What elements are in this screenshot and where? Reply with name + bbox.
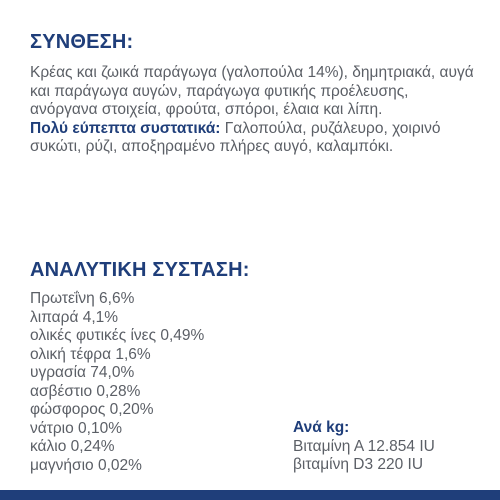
composition-heading: ΣΥΝΘΕΣΗ: — [30, 31, 134, 53]
highly-digestible-label: Πολύ εύπεπτα συστατικά: — [30, 119, 221, 137]
analytical-composition-heading: ΑΝΑΛΥΤΙΚΗ ΣΥΣΤΑΣΗ: — [30, 259, 250, 281]
nutrient-fiber: ολικές φυτικές ίνες 0,49% — [30, 327, 205, 344]
nutrient-calcium: ασβέστιο 0,28% — [30, 382, 141, 400]
vitamin-d3: βιταμίνη D3 220 IU — [293, 456, 424, 473]
per-kg-block — [293, 419, 435, 475]
bottom-accent-bar — [0, 490, 500, 500]
nutrient-fat: λιπαρά 4,1% — [30, 308, 119, 326]
nutrient-sodium: νάτριο 0,10% — [30, 419, 122, 437]
nutrient-magnesium: μαγνήσιο 0,02% — [30, 456, 142, 474]
composition-ingredients: Κρέας και ζωικά παράγωγα (γαλοπούλα 14%), δημητριακά, αυγά και παράγωγα αυγών, παράγωγα φυτικής προέλευσης, ανόργανα στοιχεία, φρούτα, σπόροι, έλαια και λίπη. — [30, 64, 474, 119]
nutrient-list — [30, 290, 204, 475]
vitamin-a: Βιταμίνη Α 12.854 IU — [293, 437, 435, 455]
nutrient-protein: Πρωτεΐνη 6,6% — [30, 290, 135, 307]
nutrient-phosphorus: φώσφορος 0,20% — [30, 401, 154, 418]
highly-digestible-ingredients: Γαλοπούλα, ρυζάλευρο, χοιρινό συκώτι, ρύζι, αποξηραμένο πλήρες αυγό, καλαμπόκι. — [30, 119, 441, 156]
per-kg-title: Ανά kg: — [293, 419, 350, 436]
nutrient-potassium: κάλιο 0,24% — [30, 438, 115, 455]
nutrient-moisture: υγρασία 74,0% — [30, 364, 135, 381]
nutrient-ash: ολική τέφρα 1,6% — [30, 345, 151, 363]
composition-text — [30, 64, 480, 157]
